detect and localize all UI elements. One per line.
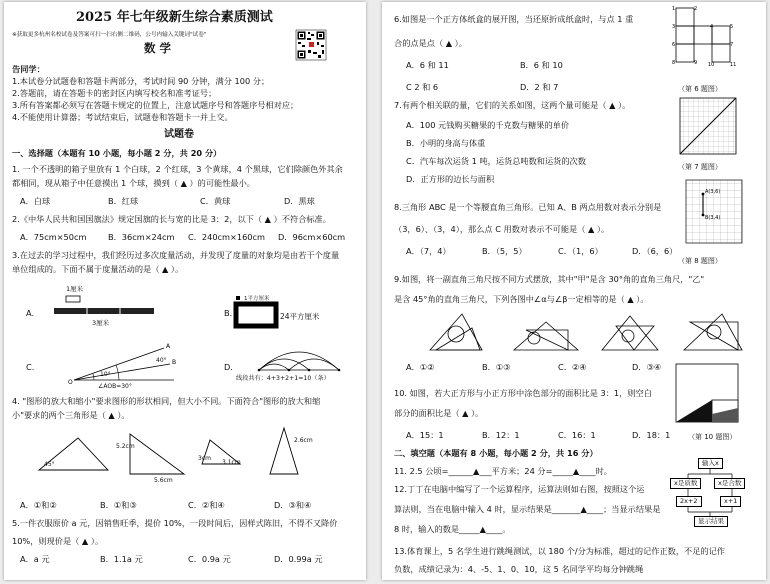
q8-opt-b: B．（5，5） — [482, 246, 527, 256]
svg-text:8: 8 — [672, 60, 676, 66]
q7-opt-c: C．汽车每次运货 1 吨，运货总吨数和运货的次数 — [406, 156, 586, 166]
q6-cube-net-figure — [662, 6, 742, 82]
exam-title: 2025 年七年级新生综合素质测试 — [76, 10, 273, 25]
part1-heading: 一、选择题（本题有 10 小题，每小题 2 分，共 20 分） — [12, 148, 222, 158]
q9-line1: 9.如图，将一副直角三角尺按不同方式摆放，其中"甲"是含 30°角的直角三角尺，"乙" — [394, 274, 705, 284]
q4-t3-label-b: 3.1cm — [222, 459, 241, 466]
q4-triangle-2 — [124, 430, 194, 480]
q12-flow-op2: x+1 — [720, 496, 741, 507]
q6-opt-a: A．6 和 11 — [406, 60, 449, 70]
q9-opt-c: C．②④ — [558, 362, 587, 372]
q10-line1: 10. 如图，若大正方形与小正方形中涂色部分的面积比是 3：1，则空白 — [394, 388, 652, 398]
q3-b-label-1: 1平方厘米 — [244, 296, 270, 302]
q2-opt-a: A．75cm×50cm — [20, 232, 87, 242]
q12-flow-composite: x是合数 — [714, 478, 745, 489]
q3-c-label-1: 10° — [100, 371, 111, 378]
q1-line2: 都相同，现从箱子中任意摸出 1 个球，摸到（ ▲ ）的可能性最小。 — [12, 178, 255, 188]
qr-note: ※获取更多杭州名校试卷及答案可扫一扫右侧二维码，公号内输入关键词"试卷" — [12, 32, 207, 38]
q8-opt-d: D．（6，6） — [632, 246, 678, 256]
exam-page-right — [382, 2, 766, 580]
q12-flow-input: 输入x — [698, 458, 723, 469]
q5-line2: 10%，则现价是（ ▲ ）。 — [12, 536, 104, 546]
q8-line1: 8.三角形 ABC 是一个等腰直角三角形。已知 A、B 两点用数对表示分别是 — [394, 202, 662, 212]
q10-opt-c: C．16：1 — [558, 430, 596, 440]
q6-caption: （第 6 题图） — [678, 85, 722, 93]
svg-text:9: 9 — [694, 60, 698, 66]
part2-heading: 二、填空题（本题有 8 小题，每小题 2 分，共 16 分） — [394, 448, 598, 458]
q6-opt-d: D．2 和 7 — [520, 82, 559, 92]
notice-2: 2.答题前，请在答题卡的密封区内填写校名和准考证号； — [12, 88, 217, 98]
svg-text:B(3,4): B(3,4) — [705, 215, 721, 221]
q4-triangle-4 — [266, 426, 306, 478]
q1-opt-b: B．红球 — [108, 196, 139, 206]
q1-line1: 1. 一个不透明的箱子里放有 1 个白球，2 个红球，3 个黄球，4 个黑球，它们除颜色外其余 — [12, 164, 343, 174]
q7-line: 7.有两个相关联的量，它们的关系如图，这两个量可能是（ ▲ ）。 — [394, 100, 631, 110]
q12-flow-output: 显示结果 — [694, 516, 728, 527]
q3-line2: 单位组成的。下面不属于度量活动的是（ ▲ ）。 — [12, 264, 184, 274]
svg-text:7: 7 — [730, 42, 734, 48]
qr-code-icon — [296, 30, 326, 60]
q8-opt-a: A．（7，4） — [406, 246, 451, 256]
q1-opt-a: A．白球 — [20, 196, 51, 206]
section-title: 试题卷 — [164, 129, 194, 140]
q3-opt-c: C. — [26, 362, 35, 372]
q4-opt-d: D．③和④ — [274, 500, 312, 510]
svg-text:2: 2 — [694, 6, 698, 12]
q2-line: 2.《中华人民共和国国旗法》规定国旗的长与宽的比是 3：2，以下（ ▲ ）不符合标准。 — [12, 214, 331, 224]
notice-4: 4.不能使用计算器；考试结束后，试题卷和答题卡一并上交。 — [12, 112, 233, 122]
svg-text:A: A — [166, 343, 171, 350]
q8-opt-c: C．（1，6） — [558, 246, 603, 256]
svg-text:6: 6 — [672, 42, 676, 48]
notice-3: 3.所有答案都必须写在答题卡规定的位置上，注意试题序号和答题序号相对应； — [12, 100, 299, 110]
q10-line2: 部分的面积比是（ ▲ ）。 — [394, 408, 484, 418]
q5-opt-a: A．a 元 — [20, 554, 50, 564]
svg-text:O: O — [68, 379, 73, 386]
svg-text:4: 4 — [710, 24, 714, 30]
q7-graph-figure — [678, 96, 740, 158]
q8-line2: （3，6）、（3，4），那么点 C 用数对表示不可能是（ ▲ ）。 — [394, 224, 610, 234]
exam-page-left — [4, 2, 366, 580]
q10-caption: （第 10 题图） — [688, 433, 737, 441]
q3-opt-a: A. — [26, 308, 35, 318]
q4-opt-a: A．①和② — [20, 500, 57, 510]
q9-opt-a: A．①② — [406, 362, 435, 372]
svg-text:11: 11 — [730, 62, 737, 68]
q10-opt-b: B．12：1 — [482, 430, 520, 440]
q5-opt-d: D．0.99a 元 — [274, 554, 323, 564]
q4-t2-label-b: 5.6cm — [154, 477, 173, 484]
q12-flow-op1: 2x+2 — [676, 496, 702, 507]
q2-opt-c: C．240cm×160cm — [188, 232, 265, 242]
q3-c-label-2: 40° — [156, 357, 167, 364]
q7-caption: （第 7 题图） — [678, 163, 722, 171]
q7-opt-d: D．正方形的边长与面积 — [406, 174, 495, 184]
q5-opt-b: B．1.1a 元 — [100, 554, 143, 564]
q9-line2: 是含 45°角的直角三角尺，下列各图中∠α与∠β一定相等的是（ ▲ ）。 — [394, 294, 649, 304]
q3-c-label-3: ∠AOB=30° — [98, 383, 132, 390]
q11-line: 11. 2.5 公顷=______▲___平方米；24 分=_____▲____时。 — [394, 466, 612, 476]
notice-1: 1.本试卷分试题卷和答题卡两部分，考试时间 90 分钟，满分 100 分； — [12, 76, 270, 86]
q1-opt-c: C．黄球 — [200, 196, 231, 206]
q3-a-label-2: 3厘米 — [92, 319, 110, 327]
svg-text:3: 3 — [672, 24, 676, 30]
q2-opt-d: D．96cm×60cm — [278, 232, 346, 242]
subject-title: 数 学 — [144, 41, 172, 55]
q3-line1: 3.在过去的学习过程中，我们经历过多次度量活动，并发现了度量的对象均是由若干个度量 — [12, 250, 340, 260]
q3-opt-b: B. — [224, 308, 233, 318]
q7-opt-b: B．小明的身高与体重 — [406, 138, 486, 148]
q3-d-label: 线段共有：4+3+2+1=10（条） — [236, 375, 330, 382]
q9-triangle-set-figures — [422, 310, 752, 356]
q7-opt-a: A．100 元钱购买糖果的千克数与糖果的单价 — [406, 120, 570, 130]
q4-t3-label-a: 3cm — [198, 455, 211, 462]
q6-line2: 合的点是点（ ▲ ）。 — [394, 38, 467, 48]
q13-line1: 13.体育课上，5 名学生进行跳绳测试，以 180 个/分为标准，超过的记作正数，不足的记作 — [394, 546, 725, 556]
q12-flow-prime: x是质数 — [670, 478, 701, 489]
q10-opt-a: A．15：1 — [406, 430, 444, 440]
q8-caption: （第 8 题图） — [678, 257, 722, 265]
q4-opt-c: C．②和④ — [188, 500, 225, 510]
q3-a-label-1: 1厘米 — [66, 285, 84, 293]
svg-text:1: 1 — [672, 6, 676, 12]
notice-heading: 告同学： — [12, 64, 45, 74]
q13-line2: 负数，成绩记录为：4、-5、1、0、10，这 5 名同学平均每分钟跳绳 — [394, 564, 644, 574]
q4-line1: 4. "图形的放大和缩小"要求图形的形状相同，但大小不同。下面符合"图形的放大和缩 — [12, 396, 321, 406]
q4-t2-label-a: 5.2cm — [116, 443, 135, 450]
svg-text:A(3,6): A(3,6) — [705, 189, 721, 195]
q4-t4-label: 2.6cm — [294, 437, 313, 444]
q2-opt-b: B．36cm×24cm — [108, 232, 175, 242]
q4-opt-b: B．①和③ — [100, 500, 137, 510]
q6-line1: 6.如图是一个正方体纸盒的展开图，当还原折成纸盒时，与点 1 重 — [394, 14, 634, 24]
q5-line1: 5.一件衣服原价 a 元，因销售旺季，提价 10%，一段时间后，因样式陈旧，不得不又降价 — [12, 518, 338, 528]
q8-grid-figure — [678, 176, 748, 252]
q4-line2: 小"要求的两个三角形是（ ▲ ）。 — [12, 410, 130, 420]
svg-text:5: 5 — [730, 24, 734, 30]
q12-line3: 8 时，输入的数是_____▲____。 — [394, 524, 511, 534]
q3-b-label-2: 24平方厘米 — [280, 312, 320, 321]
svg-text:B: B — [172, 359, 177, 366]
q9-opt-d: D．③④ — [632, 362, 662, 372]
q12-line1: 12.丁丁在电脑中编写了一个运算程序，运算法则如右图，按照这个运 — [394, 484, 645, 494]
q6-opt-c: C 2 和 6 — [406, 82, 439, 92]
q3-opt-d: D. — [224, 362, 233, 372]
q1-opt-d: D．黑球 — [284, 196, 315, 206]
q10-opt-d: D．18：1 — [632, 430, 671, 440]
q6-opt-b: B．6 和 10 — [520, 60, 563, 70]
q4-t1-label: 45° — [44, 461, 55, 468]
svg-text:10: 10 — [708, 62, 715, 68]
q10-squares-figure — [674, 362, 748, 426]
q9-opt-b: B．①③ — [482, 362, 511, 372]
q5-opt-c: C．0.9a 元 — [188, 554, 231, 564]
q12-line2: 算法则，当在电脑中输入 4 时，显示结果是_______▲____；当显示结果是 — [394, 504, 661, 514]
